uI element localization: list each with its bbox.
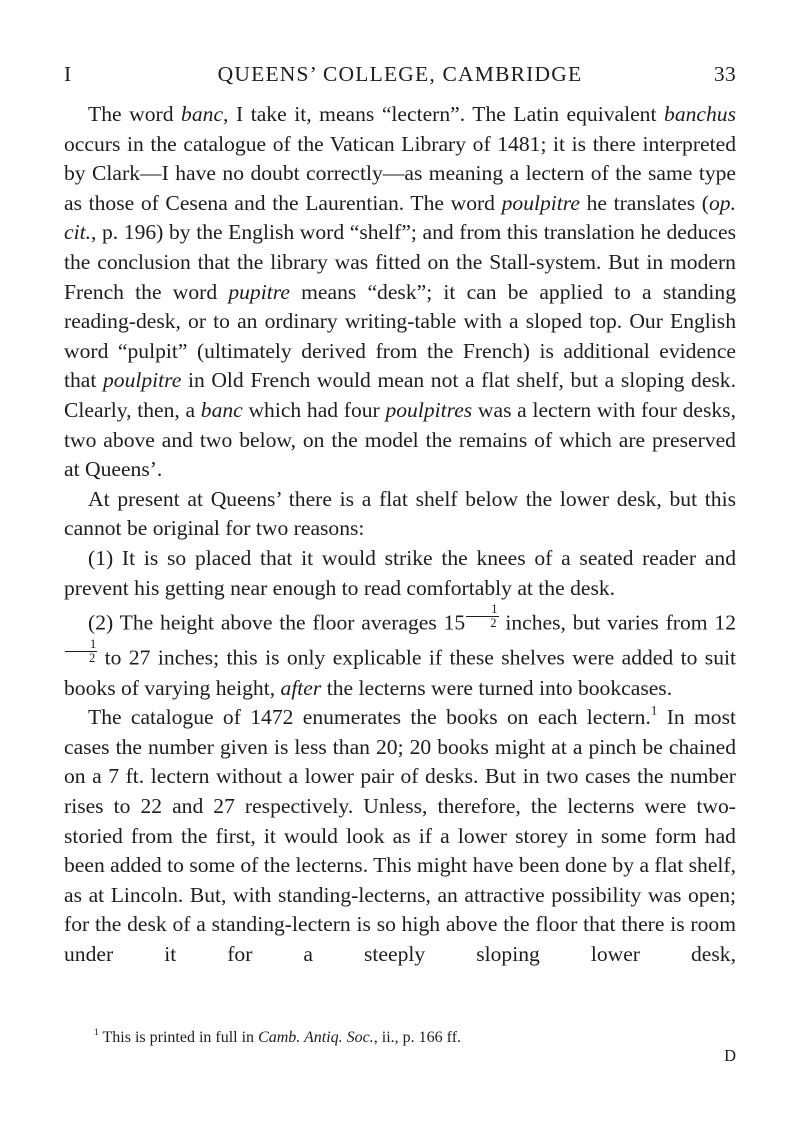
text-run: look as if a lower storey in some form had been added to some [64,823,736,878]
text-run: (1) It is so placed that it would strike the knees of a seated reader [88,545,697,570]
italic-run: banc [181,102,224,126]
text-run: But in two cases the number rises to 22 and 27 respectively. Unless, [64,764,736,818]
text-run: evidence that [64,338,736,393]
text-run: 12 [714,610,736,635]
text-run: but a sloping desk. Clearly, then, a [64,368,736,422]
italic-run: poulpitre [501,190,580,215]
running-head [64,62,736,92]
running-title: QUEENS’ COLLEGE, CAMBRIDGE [217,62,583,86]
text-run: , p. 196) by the English word [90,220,345,245]
italic-run: Camb. Antiq. Soc. [258,1029,374,1046]
footnotes [64,1027,736,1049]
text-run: word [172,279,229,304]
fraction [466,603,498,629]
text-run: This is printed in full in [98,1029,259,1046]
text-run: at Lincoln. But, with standing-lecterns, an attractive possibility [88,882,642,907]
text-run: floor that there is room under it for a steeply sloping lower desk, [64,912,736,966]
text-run: The catalogue of 1472 enumerates the books on each lectern. [88,705,651,730]
text-run: a lectern of the same type as those of Cesena and the Laurentian. [64,161,736,215]
text-run: At present at Queens’ there is a flat shelf below the lower desk, [88,486,662,511]
italic-run: pupitre [228,279,290,304]
text-run: he translates ( [579,190,709,215]
text-run: the lecterns were turned [321,675,534,700]
italic-run: poulpitres [385,397,473,422]
text-run: of the lecterns. This might have been done by a flat shelf, as [64,853,736,907]
text-run: which had four [242,397,386,422]
text-run: and prevent his getting near enough to read comfortably at the desk. [64,545,736,600]
text-run: there interpreted by Clark—I have no doubt correctly—as meaning [64,131,736,186]
text-run: to 27 inches; this is only explicable if these shelves were [97,646,615,670]
text-run: therefore, the lecterns were two-storied from the first, it would [64,793,736,848]
text-run: word “pulpit” (ultimately derived from the French) is additional [64,338,650,363]
signature-mark: D [724,1046,736,1065]
text-run: was a lectern with four desks, two above and two below, on the [64,397,736,452]
paragraph [64,485,736,544]
body-text [64,100,736,970]
page-number: 33 [713,62,736,86]
italic-run: banc [200,397,243,422]
chapter-number: I [64,62,72,86]
footnote-marker: 1 [94,1026,99,1038]
fraction-denominator: 2 [490,615,497,630]
paragraph [64,603,736,703]
text-run: pinch be chained on a 7 ft. lectern without a lower pair of desks. [64,734,737,789]
paragraph [64,544,736,603]
italic-run: op. cit. [64,190,736,245]
text-run: added to suit books of varying height, [64,646,736,700]
text-run: model the remains of which are preserved at Queens’. [64,427,736,482]
italic-run: poulpitre [102,368,182,393]
text-run: means “desk”; it can be applied to a standing reading- [64,279,737,334]
fraction-denominator: 2 [89,650,96,665]
text-run: most cases the number given is less than 20; 20 books might at a [64,705,737,759]
footnote [64,1027,736,1049]
text-run: The word [88,102,182,126]
paragraph [64,100,736,485]
text-run: In [657,705,685,730]
fraction-numerator: 1 [65,638,97,652]
text-run: “shelf”; and from this translation he deduces the conclusion that [64,220,736,274]
text-run: inches, but varies from [498,610,708,635]
paragraph [64,703,736,969]
fraction [65,638,97,664]
text-run: , ii., p. 166 ff. [373,1029,462,1046]
text-run: in Old French would mean not a flat shelf, [181,368,564,393]
footnote-marker: 1 [650,702,658,718]
text-run: occurs in the catalogue of the Vatican Library of 1481; it is [64,131,587,156]
text-run: was open; for the desk of a standing-lectern is so high above the [64,882,736,937]
text-run: (2) The height above the floor averages 15 [88,610,466,635]
text-run: but this cannot be original for two reasons: [64,486,736,541]
fraction-numerator: 1 [466,603,498,617]
text-run: , I take it, means “lectern”. The Latin equivalent [223,102,657,126]
text-run: into bookcases. [538,675,673,700]
italic-run: banchus [664,102,737,126]
text-run: The word [410,190,502,215]
text-run: desk, or to an ordinary writing-table with a sloped top. Our English [135,309,736,334]
italic-run: after [280,675,322,700]
text-run: the library was fitted on the Stall-system. But in modern French the [64,249,736,304]
